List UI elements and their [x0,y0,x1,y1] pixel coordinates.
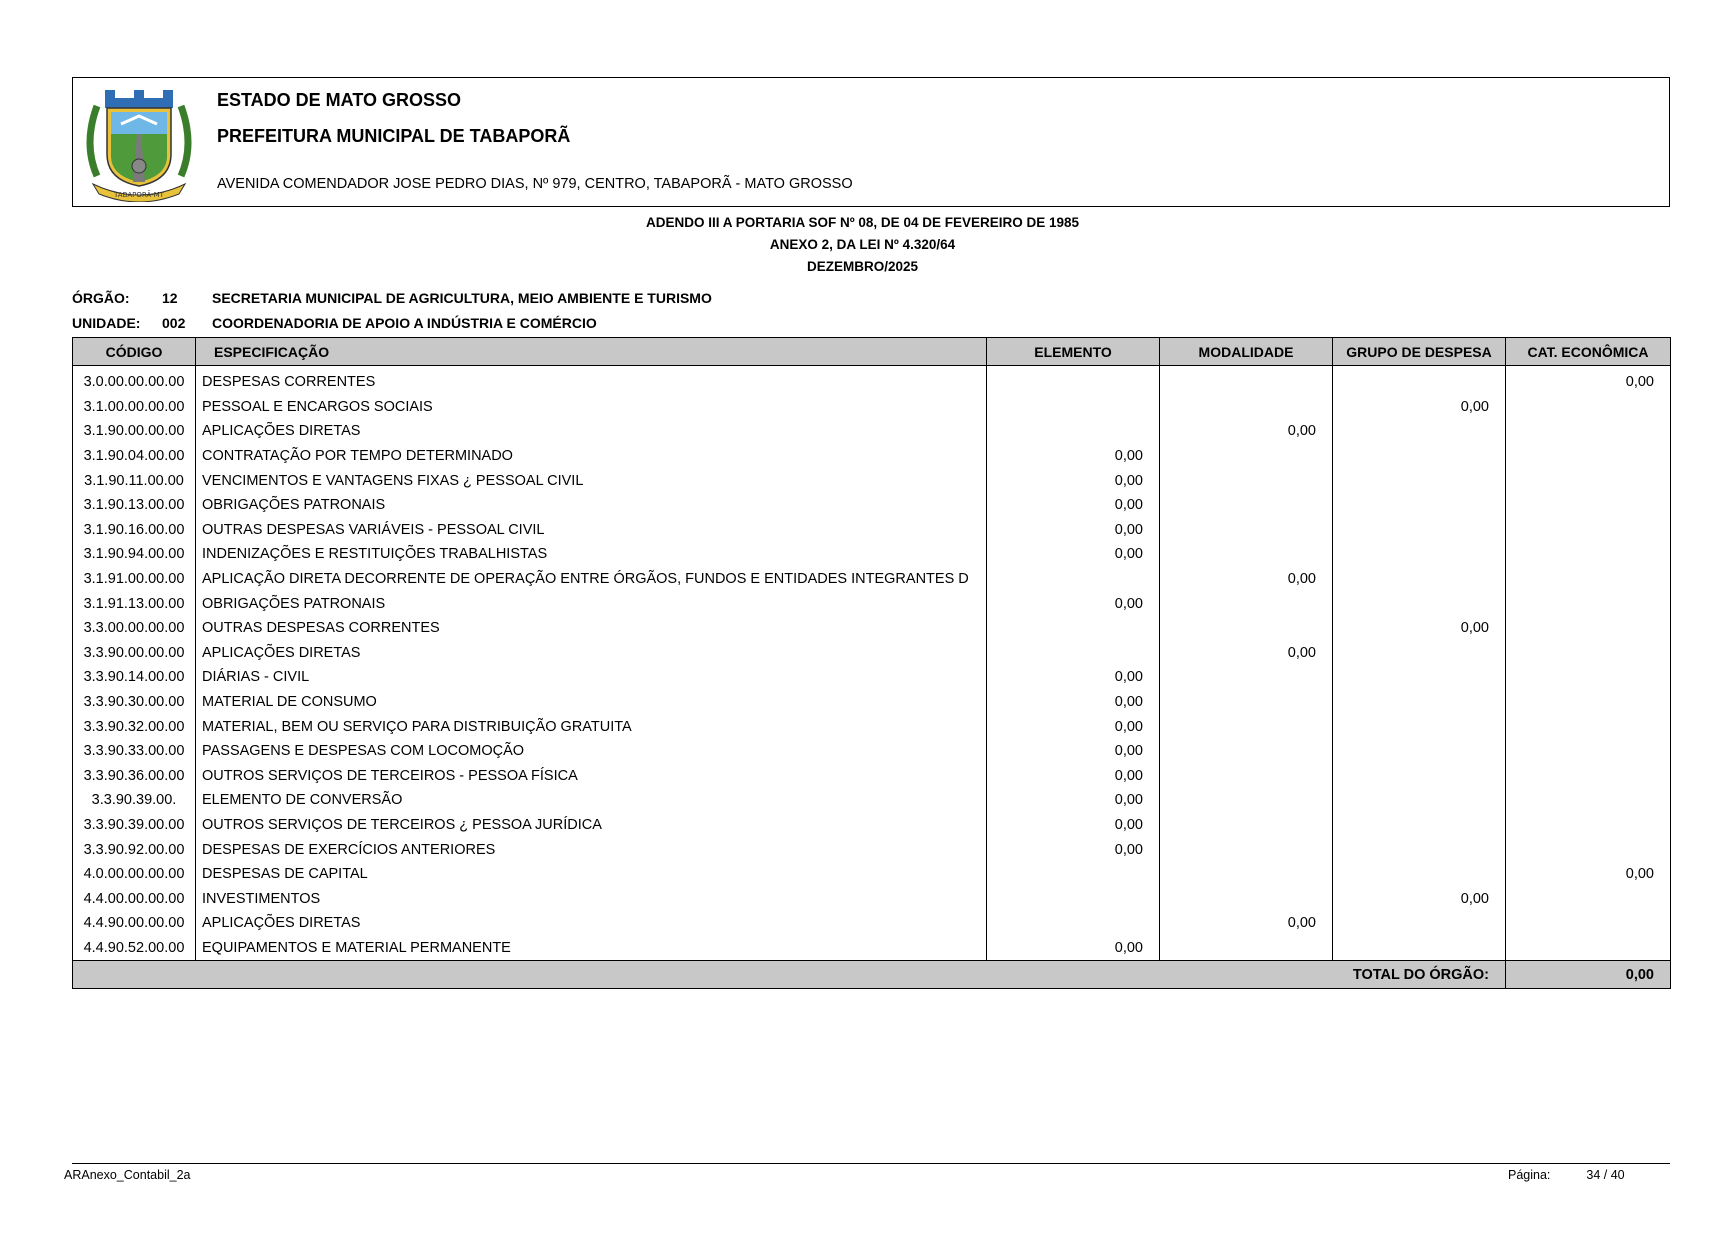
elemento-cell: 0,00 [987,788,1160,813]
cat-cell [1506,665,1671,690]
spec-cell: PASSAGENS E DESPESAS COM LOCOMOÇÃO [196,739,987,764]
spec-cell: MATERIAL, BEM OU SERVIÇO PARA DISTRIBUIÇÃO GRATUITA [196,714,987,739]
page-number: 34 / 40 [1586,1168,1625,1182]
unidade-code: 002 [162,315,186,331]
elemento-cell: 0,00 [987,690,1160,715]
elemento-cell [987,862,1160,887]
title-line-3: DEZEMBRO/2025 [806,259,919,274]
cat-cell [1506,886,1671,911]
code-cell: 4.4.90.00.00.00 [73,911,196,936]
code-cell: 3.1.00.00.00.00 [73,395,196,420]
spec-cell: OUTROS SERVIÇOS DE TERCEIROS - PESSOA FÍSICA [196,764,987,789]
modalidade-cell: 0,00 [1160,419,1333,444]
cat-cell [1506,542,1671,567]
unidade-line [72,315,597,331]
spec-cell: OBRIGAÇÕES PATRONAIS [196,591,987,616]
modalidade-cell [1160,366,1333,395]
grupo-cell: 0,00 [1333,395,1506,420]
grupo-cell [1333,518,1506,543]
table-row [73,886,1671,911]
elemento-cell: 0,00 [987,444,1160,469]
orgao-code: 12 [162,290,178,306]
total-label: TOTAL DO ÓRGÃO: [73,961,1506,989]
table-row [73,493,1671,518]
spec-cell: DIÁRIAS - CIVIL [196,665,987,690]
code-cell: 3.0.00.00.00.00 [73,366,196,395]
cat-cell: 0,00 [1506,862,1671,887]
code-cell: 3.3.90.32.00.00 [73,714,196,739]
modalidade-cell [1160,936,1333,961]
elemento-cell: 0,00 [987,591,1160,616]
code-cell: 3.1.91.00.00.00 [73,567,196,592]
table-header-row [73,338,1671,366]
modalidade-cell: 0,00 [1160,911,1333,936]
modalidade-cell [1160,395,1333,420]
table-row [73,395,1671,420]
code-cell: 3.1.90.00.00.00 [73,419,196,444]
code-cell: 3.1.90.94.00.00 [73,542,196,567]
cat-cell [1506,690,1671,715]
footer-divider [72,1163,1670,1164]
modalidade-cell [1160,518,1333,543]
orgao-label: ÓRGÃO: [72,290,130,306]
table-row [73,366,1671,395]
grupo-cell [1333,813,1506,838]
code-cell: 3.1.90.13.00.00 [73,493,196,518]
spec-cell: ELEMENTO DE CONVERSÃO [196,788,987,813]
spec-cell: INDENIZAÇÕES E RESTITUIÇÕES TRABALHISTAS [196,542,987,567]
grupo-cell [1333,936,1506,961]
elemento-cell [987,641,1160,666]
page-label: Página: [1508,1168,1551,1182]
spec-cell: APLICAÇÕES DIRETAS [196,419,987,444]
cat-cell [1506,395,1671,420]
code-cell: 3.3.00.00.00.00 [73,616,196,641]
total-value: 0,00 [1506,961,1671,989]
col-header-especificacao: ESPECIFICAÇÃO [196,338,987,366]
cat-cell [1506,493,1671,518]
cat-cell [1506,591,1671,616]
modalidade-cell [1160,542,1333,567]
cat-cell [1506,936,1671,961]
cat-cell [1506,813,1671,838]
table-row [73,468,1671,493]
code-cell: 3.3.90.39.00. [73,788,196,813]
spec-cell: DESPESAS DE CAPITAL [196,862,987,887]
cat-cell [1506,764,1671,789]
col-header-cat: CAT. ECONÔMICA [1506,338,1671,366]
modalidade-cell [1160,444,1333,469]
col-header-grupo: GRUPO DE DESPESA [1333,338,1506,366]
modalidade-cell [1160,665,1333,690]
spec-cell: DESPESAS DE EXERCÍCIOS ANTERIORES [196,837,987,862]
address: AVENIDA COMENDADOR JOSE PEDRO DIAS, Nº 979, CENTRO, TABAPORÃ - MATO GROSSO [217,176,853,192]
spec-cell: INVESTIMENTOS [196,886,987,911]
grupo-cell: 0,00 [1333,886,1506,911]
code-cell: 3.1.90.04.00.00 [73,444,196,469]
table-row [73,837,1671,862]
cat-cell [1506,837,1671,862]
table-row [73,542,1671,567]
grupo-cell [1333,641,1506,666]
report-name: ARAnexo_Contabil_2a [64,1168,191,1182]
col-header-elemento: ELEMENTO [987,338,1160,366]
code-cell: 3.1.91.13.00.00 [73,591,196,616]
grupo-cell [1333,468,1506,493]
elemento-cell [987,419,1160,444]
grupo-cell [1333,366,1506,395]
cat-cell [1506,567,1671,592]
cat-cell [1506,739,1671,764]
grupo-cell: 0,00 [1333,616,1506,641]
crest-label: TABAPORÃ-MT [114,191,164,199]
title-line-1: ADENDO III A PORTARIA SOF Nº 08, DE 04 DE FEVEREIRO DE 1985 [645,215,1080,230]
table-row [73,813,1671,838]
cat-cell [1506,518,1671,543]
title-line-2: ANEXO 2, DA LEI Nº 4.320/64 [769,237,956,252]
code-cell: 3.3.90.39.00.00 [73,813,196,838]
modalidade-cell [1160,837,1333,862]
table-row [73,665,1671,690]
cat-cell [1506,419,1671,444]
grupo-cell [1333,444,1506,469]
modalidade-cell [1160,591,1333,616]
budget-table [72,337,1671,989]
grupo-cell [1333,591,1506,616]
code-cell: 3.3.90.92.00.00 [73,837,196,862]
table-row [73,690,1671,715]
orgao-name: SECRETARIA MUNICIPAL DE AGRICULTURA, MEIO AMBIENTE E TURISMO [212,290,712,306]
modalidade-cell [1160,764,1333,789]
spec-cell: EQUIPAMENTOS E MATERIAL PERMANENTE [196,936,987,961]
modalidade-cell [1160,788,1333,813]
modalidade-cell [1160,886,1333,911]
orgao-line [72,290,712,306]
elemento-cell [987,395,1160,420]
grupo-cell [1333,911,1506,936]
modalidade-cell [1160,468,1333,493]
elemento-cell: 0,00 [987,493,1160,518]
code-cell: 4.0.00.00.00.00 [73,862,196,887]
cat-cell [1506,616,1671,641]
table-body [73,366,1671,961]
cat-cell [1506,444,1671,469]
table-row [73,518,1671,543]
table-row [73,714,1671,739]
table-row [73,788,1671,813]
cat-cell [1506,468,1671,493]
elemento-cell [987,616,1160,641]
elemento-cell: 0,00 [987,764,1160,789]
grupo-cell [1333,493,1506,518]
table-row [73,936,1671,961]
modalidade-cell [1160,862,1333,887]
modalidade-cell [1160,616,1333,641]
cat-cell [1506,641,1671,666]
table-row [73,444,1671,469]
total-row [73,961,1671,989]
unidade-label: UNIDADE: [72,315,141,331]
grupo-cell [1333,567,1506,592]
elemento-cell [987,366,1160,395]
cat-cell [1506,911,1671,936]
table-row [73,862,1671,887]
table-row [73,616,1671,641]
elemento-cell: 0,00 [987,518,1160,543]
table-row [73,739,1671,764]
grupo-cell [1333,788,1506,813]
code-cell: 3.3.90.00.00.00 [73,641,196,666]
report-titles [0,212,1725,278]
spec-cell: APLICAÇÕES DIRETAS [196,911,987,936]
table-row [73,419,1671,444]
code-cell: 3.3.90.30.00.00 [73,690,196,715]
table-row [73,764,1671,789]
spec-cell: DESPESAS CORRENTES [196,366,987,395]
modalidade-cell [1160,714,1333,739]
code-cell: 3.3.90.36.00.00 [73,764,196,789]
municipal-crest-icon [79,84,199,202]
col-header-codigo: CÓDIGO [73,338,196,366]
modalidade-cell [1160,739,1333,764]
code-cell: 4.4.90.52.00.00 [73,936,196,961]
cat-cell: 0,00 [1506,366,1671,395]
grupo-cell [1333,764,1506,789]
modalidade-cell [1160,690,1333,715]
table-row [73,591,1671,616]
grupo-cell [1333,542,1506,567]
cat-cell [1506,714,1671,739]
table-row [73,641,1671,666]
code-cell: 3.3.90.33.00.00 [73,739,196,764]
spec-cell: APLICAÇÃO DIRETA DECORRENTE DE OPERAÇÃO ENTRE ÓRGÃOS, FUNDOS E ENTIDADES INTEGRANTES D [196,567,987,592]
spec-cell: PESSOAL E ENCARGOS SOCIAIS [196,395,987,420]
col-header-modalidade: MODALIDADE [1160,338,1333,366]
spec-cell: APLICAÇÕES DIRETAS [196,641,987,666]
modalidade-cell: 0,00 [1160,641,1333,666]
code-cell: 3.1.90.16.00.00 [73,518,196,543]
spec-cell: OUTROS SERVIÇOS DE TERCEIROS ¿ PESSOA JURÍDICA [196,813,987,838]
code-cell: 4.4.00.00.00.00 [73,886,196,911]
grupo-cell [1333,739,1506,764]
elemento-cell: 0,00 [987,714,1160,739]
spec-cell: OUTRAS DESPESAS VARIÁVEIS - PESSOAL CIVIL [196,518,987,543]
modalidade-cell: 0,00 [1160,567,1333,592]
code-cell: 3.3.90.14.00.00 [73,665,196,690]
grupo-cell [1333,714,1506,739]
elemento-cell: 0,00 [987,542,1160,567]
elemento-cell [987,567,1160,592]
unidade-name: COORDENADORIA DE APOIO A INDÚSTRIA E COMÉRCIO [212,315,597,331]
grupo-cell [1333,862,1506,887]
table-row [73,911,1671,936]
elemento-cell: 0,00 [987,837,1160,862]
grupo-cell [1333,419,1506,444]
cat-cell [1506,788,1671,813]
modalidade-cell [1160,813,1333,838]
spec-cell: CONTRATAÇÃO POR TEMPO DETERMINADO [196,444,987,469]
elemento-cell [987,886,1160,911]
grupo-cell [1333,690,1506,715]
grupo-cell [1333,665,1506,690]
code-cell: 3.1.90.11.00.00 [73,468,196,493]
spec-cell: VENCIMENTOS E VANTAGENS FIXAS ¿ PESSOAL CIVIL [196,468,987,493]
elemento-cell: 0,00 [987,665,1160,690]
page-indicator [1508,1168,1625,1182]
grupo-cell [1333,837,1506,862]
modalidade-cell [1160,493,1333,518]
elemento-cell: 0,00 [987,813,1160,838]
spec-cell: MATERIAL DE CONSUMO [196,690,987,715]
elemento-cell [987,911,1160,936]
elemento-cell: 0,00 [987,936,1160,961]
table-row [73,567,1671,592]
prefeitura-name: PREFEITURA MUNICIPAL DE TABAPORÃ [217,126,571,146]
header-box [72,77,1670,207]
spec-cell: OBRIGAÇÕES PATRONAIS [196,493,987,518]
elemento-cell: 0,00 [987,468,1160,493]
elemento-cell: 0,00 [987,739,1160,764]
spec-cell: OUTRAS DESPESAS CORRENTES [196,616,987,641]
state-name: ESTADO DE MATO GROSSO [217,90,462,110]
